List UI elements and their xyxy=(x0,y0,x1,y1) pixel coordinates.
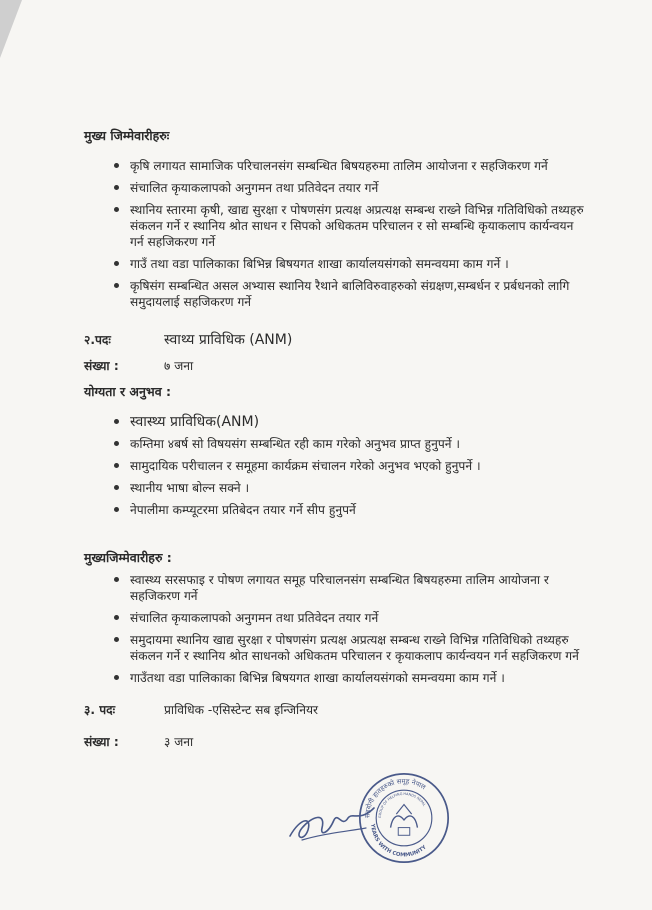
bullet-icon xyxy=(114,485,119,490)
folded-corner xyxy=(0,0,22,58)
bullet-icon xyxy=(114,163,119,168)
section2-heading: मुख्यजिम्मेवारीहरु : xyxy=(84,550,172,565)
post3-row xyxy=(84,702,584,718)
seal-outer-text: सहयोगी हातहरुको समूह नेपाल xyxy=(363,777,428,819)
bullet-icon xyxy=(114,507,119,512)
section1-list xyxy=(84,158,584,310)
bullet-icon xyxy=(114,283,119,288)
list-item: स्वास्थ्य प्राविधिक(ANM) xyxy=(84,414,584,430)
bullet-icon xyxy=(114,419,119,424)
bullet-icon xyxy=(114,463,119,468)
count3-row xyxy=(84,734,584,750)
count-value: ७ जना xyxy=(164,359,194,373)
bullet-icon xyxy=(114,577,119,582)
list-item: नेपालीमा कम्प्यूटरमा प्रतिबेदन तयार गर्ने सीप हुनुपर्ने xyxy=(84,502,584,518)
seal-bottom-text: YEARS WITH COMMUNITY xyxy=(369,823,428,859)
list-item: स्थानीय भाषा बोल्न सक्ने । xyxy=(84,480,584,496)
organization-seal-icon xyxy=(356,770,452,866)
bullet-icon xyxy=(114,207,119,212)
document-content xyxy=(84,128,584,750)
bullet-icon xyxy=(114,261,119,266)
bullet-icon xyxy=(114,637,119,642)
section1-heading: मुख्य जिम्मेवारीहरुः xyxy=(84,128,170,143)
list-item: संचालित कृयाकलापको अनुगमन तथा प्रतिवेदन तयार गर्ने xyxy=(84,180,584,196)
count-label: संख्या : xyxy=(84,359,119,373)
bullet-icon xyxy=(114,441,119,446)
count-value: ३ जना xyxy=(164,735,194,749)
list-item: संचालित कृयाकलापको अनुगमन तथा प्रतिवेदन तयार गर्ने xyxy=(84,610,584,626)
list-item: गाउँतथा वडा पालिकाका बिभिन्न बिषयगत शाखा कार्यालयसंगको समन्वयमा काम गर्ने । xyxy=(84,670,584,686)
post-value: प्राविधिक -एसिस्टेन्ट सब इन्जिनियर xyxy=(164,703,319,717)
post-label: २.पदः xyxy=(84,333,111,347)
post2-row xyxy=(84,332,584,348)
list-item: समुदायमा स्थानिय खाद्य सुरक्षा र पोषणसंग प्रत्यक्ष अप्रत्यक्ष सम्बन्ध राख्ने विभिन्न गतिविधिको तथ्यहरु संकलन गर्ने र स्थानिय श्रोत साधनको अधिकतम परिचालन र कृयाकलाप कार्यन्वयन गर्न सहजिकरण गर्ने xyxy=(84,632,584,664)
list-item: सामुदायिक परीचालन र समूहमा कार्यक्रम संचालन गरेको अनुभव भएको हुनुपर्ने । xyxy=(84,458,584,474)
qualification-heading: योग्यता र अनुभव : xyxy=(84,384,172,399)
post-label: ३. पदः xyxy=(84,703,116,717)
bullet-icon xyxy=(114,615,119,620)
list-item: कम्तिमा ४बर्ष सो विषयसंग सम्बन्धित रही काम गरेको अनुभव प्राप्त हुनुपर्ने । xyxy=(84,436,584,452)
seal-inner-text: GROUP OF HELPING HANDS NEPAL xyxy=(377,791,427,819)
count2-row xyxy=(84,358,584,374)
list-item: स्वास्थ्य सरसफाइ र पोषण लगायत समूह परिचालनसंग सम्बन्धित बिषयहरुमा तालिम आयोजना र सहजिकरण गर्ने xyxy=(84,572,584,604)
count-label: संख्या : xyxy=(84,735,119,749)
list-item: गाउँ तथा वडा पालिकाका बिभिन्न बिषयगत शाखा कार्यालयसंगको समन्वयमा काम गर्ने । xyxy=(84,256,584,272)
list-item: स्थानिय स्तारमा कृषी, खाद्य सुरक्षा र पोषणसंग प्रत्यक्ष अप्रत्यक्ष सम्बन्ध राख्ने विभिन्न गतिविधिको तथ्यहरु संकलन गर्ने र स्थानिय श्रोत साधन र सिपको अधिकतम परिचालन र सो सम्बन्धि कृयाकलाप कार्यन्वयन गर्न सहजिकरण गर्ने xyxy=(84,202,584,250)
bullet-icon xyxy=(114,185,119,190)
post-value: स्वाथ्य प्राविधिक (ANM) xyxy=(164,332,293,348)
section2-list xyxy=(84,572,584,686)
bullet-icon xyxy=(114,675,119,680)
qualification-list xyxy=(84,414,584,518)
list-item: कृषिसंग सम्बन्धित असल अभ्यास स्थानिय रैथाने बालिविरुवाहरुको संग्रक्षण,सम्बर्धन र प्रर्बधनको लागि समुदायलाई सहजिकरण गर्ने xyxy=(84,278,584,310)
list-item: कृषि लगायत सामाजिक परिचालनसंग सम्बन्धित बिषयहरुमा तालिम आयोजना र सहजिकरण गर्ने xyxy=(84,158,584,174)
